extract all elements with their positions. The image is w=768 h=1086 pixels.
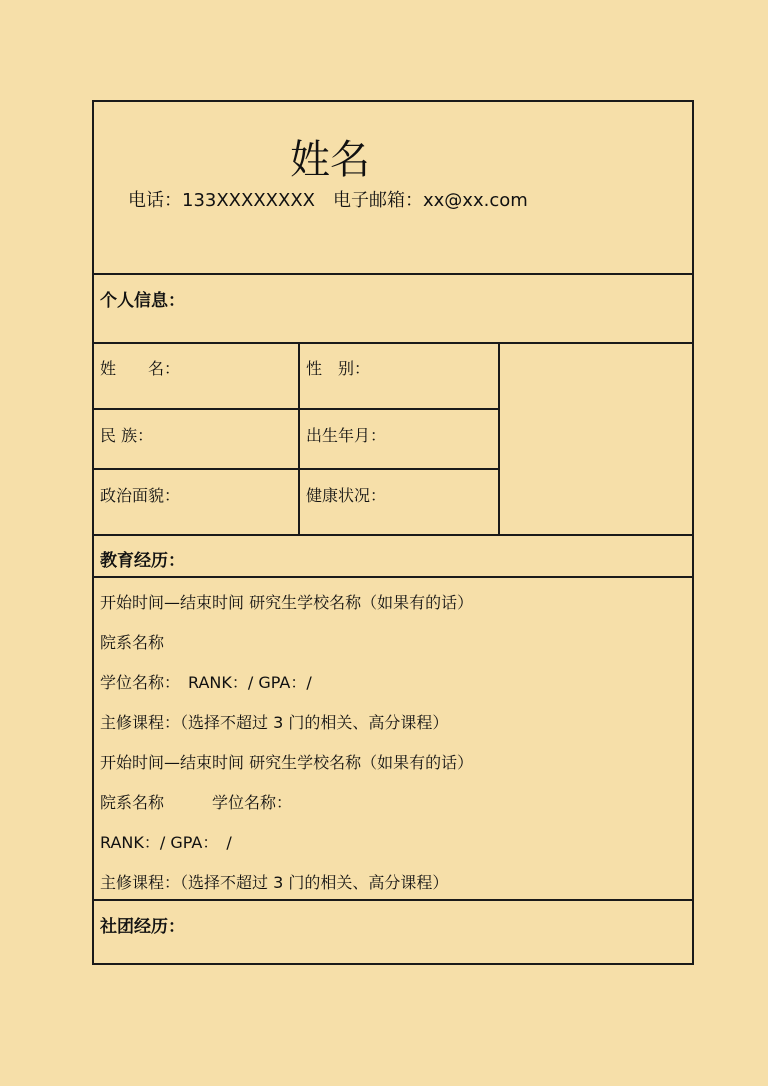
field-gender: 性 别：	[306, 359, 371, 378]
education-line: RANK：/ GPA： /	[100, 833, 232, 852]
divider	[94, 576, 692, 578]
column-divider	[298, 342, 300, 534]
field-ethnicity: 民 族：	[100, 426, 154, 445]
divider	[94, 408, 500, 410]
education-line: 院系名称	[100, 633, 165, 652]
divider	[94, 468, 500, 470]
education-line: 学位名称： RANK：/ GPA：/	[100, 673, 312, 692]
divider	[94, 899, 692, 901]
education-line: 开始时间—结束时间 研究生学校名称（如果有的话）	[100, 593, 474, 612]
divider	[94, 342, 692, 344]
education-heading: 教育经历：	[100, 551, 185, 571]
field-name: 姓 名：	[100, 359, 181, 378]
field-political: 政治面貌：	[100, 486, 181, 505]
education-line: 开始时间—结束时间 研究生学校名称（如果有的话）	[100, 753, 474, 772]
divider	[94, 273, 692, 275]
personal-info-heading: 个人信息：	[100, 291, 185, 311]
resume-name: 姓名	[290, 137, 370, 183]
education-line: 主修课程：（选择不超过 3 门的相关、高分课程）	[100, 873, 449, 892]
column-divider	[498, 342, 500, 534]
field-health: 健康状况：	[306, 486, 387, 505]
clubs-heading: 社团经历：	[100, 917, 185, 937]
field-birth: 出生年月：	[306, 426, 387, 445]
education-line: 院系名称 学位名称：	[100, 793, 293, 812]
divider	[94, 534, 692, 536]
education-line: 主修课程：（选择不超过 3 门的相关、高分课程）	[100, 713, 449, 732]
contact-line: 电话：133XXXXXXXX 电子邮箱：xx@xx.com	[128, 190, 528, 211]
resume-frame	[92, 100, 694, 965]
